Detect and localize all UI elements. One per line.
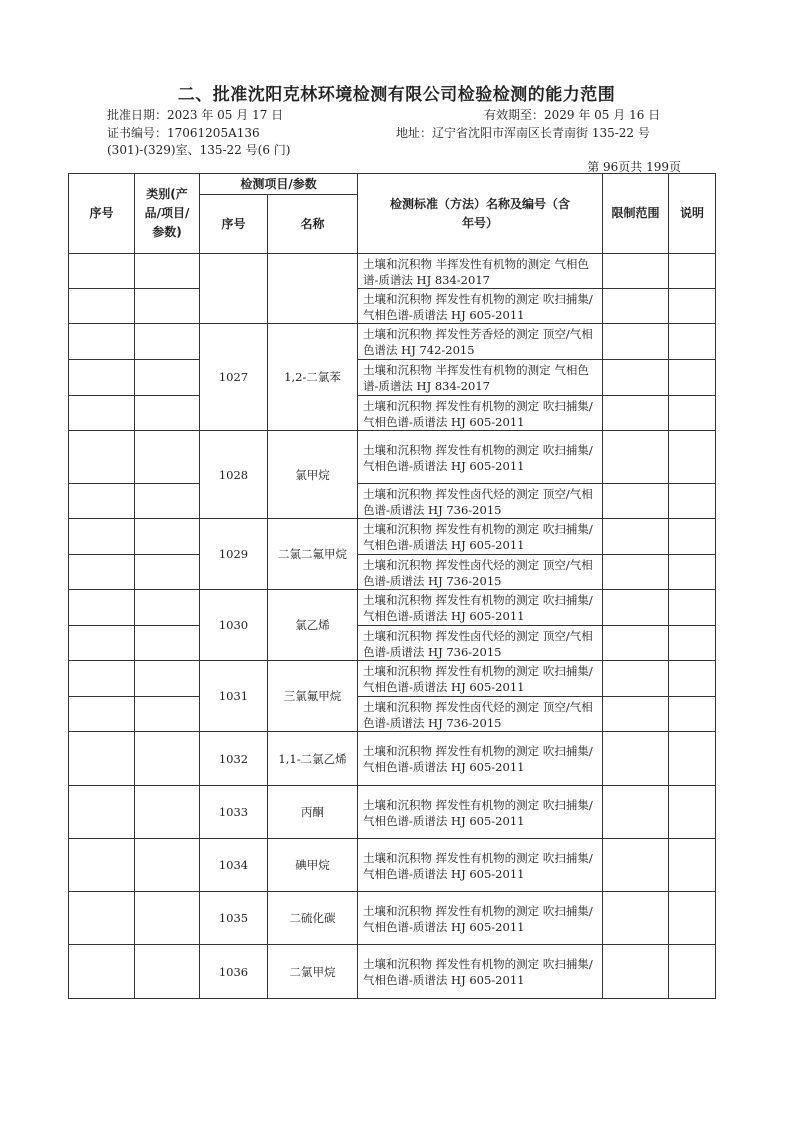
table-row <box>69 431 716 484</box>
standard-text: 土壤和沉积物 挥发性有机物的测定 吹扫捕集/气相色谱-质谱法 HJ 605-2011 <box>358 289 603 324</box>
item-seq: 1033 <box>200 786 268 839</box>
standard-text: 土壤和沉积物 挥发性有机物的测定 吹扫捕集/气相色谱-质谱法 HJ 605-2011 <box>358 590 603 626</box>
standard-text: 土壤和沉积物 挥发性有机物的测定 吹扫捕集/气相色谱-质谱法 HJ 605-2011 <box>358 732 603 786</box>
item-seq: 1035 <box>200 892 268 945</box>
table-row <box>69 697 716 732</box>
table-row <box>69 945 716 999</box>
header-item-seq: 序号 <box>200 195 268 254</box>
item-name: 氯乙烯 <box>268 590 358 661</box>
header-item-name: 名称 <box>268 195 358 254</box>
header-limit: 限制范围 <box>603 174 669 254</box>
item-seq: 1032 <box>200 732 268 786</box>
standard-text: 土壤和沉积物 挥发性卤代烃的测定 顶空/气相色谱-质谱法 HJ 736-2015 <box>358 484 603 519</box>
table-row <box>69 590 716 626</box>
item-name <box>268 254 358 324</box>
standard-text: 土壤和沉积物 挥发性有机物的测定 吹扫捕集/气相色谱-质谱法 HJ 605-2011 <box>358 786 603 839</box>
valid-until: 有效期至：2029 年 05 月 16 日 <box>484 108 661 122</box>
item-seq: 1027 <box>200 324 268 431</box>
table-row <box>69 555 716 590</box>
item-name: 碘甲烷 <box>268 839 358 892</box>
header-standard: 检测标准（方法）名称及编号（含年号） <box>358 174 603 254</box>
standard-text: 土壤和沉积物 半挥发性有机物的测定 气相色谱-质谱法 HJ 834-2017 <box>358 254 603 289</box>
table-row <box>69 324 716 360</box>
item-name: 二氯甲烷 <box>268 945 358 999</box>
header-item-group: 检测项目/参数 <box>200 174 358 195</box>
standard-text: 土壤和沉积物 挥发性有机物的测定 吹扫捕集/气相色谱-质谱法 HJ 605-2011 <box>358 396 603 431</box>
header-note: 说明 <box>669 174 716 254</box>
table-row <box>69 360 716 396</box>
page-number: 第 96页共 199页 <box>587 160 681 174</box>
table-row <box>69 839 716 892</box>
certificate-number: 证书编号：17061205A136 <box>107 126 260 140</box>
table-row <box>69 892 716 945</box>
item-seq: 1030 <box>200 590 268 661</box>
table-row <box>69 519 716 555</box>
item-seq: 1036 <box>200 945 268 999</box>
table-row <box>69 732 716 786</box>
standard-text: 土壤和沉积物 挥发性卤代烃的测定 顶空/气相色谱-质谱法 HJ 736-2015 <box>358 626 603 661</box>
standard-text: 土壤和沉积物 挥发性有机物的测定 吹扫捕集/气相色谱-质谱法 HJ 605-2011 <box>358 431 603 484</box>
item-name: 丙酮 <box>268 786 358 839</box>
table-row <box>69 484 716 519</box>
standard-text: 土壤和沉积物 挥发性有机物的测定 吹扫捕集/气相色谱-质谱法 HJ 605-2011 <box>358 945 603 999</box>
item-name: 二硫化碳 <box>268 892 358 945</box>
standard-text: 土壤和沉积物 挥发性有机物的测定 吹扫捕集/气相色谱-质谱法 HJ 605-2011 <box>358 892 603 945</box>
item-name: 1,1-二氯乙烯 <box>268 732 358 786</box>
capability-table <box>68 173 716 999</box>
standard-text: 土壤和沉积物 挥发性卤代烃的测定 顶空/气相色谱-质谱法 HJ 736-2015 <box>358 555 603 590</box>
table-row <box>69 661 716 697</box>
item-seq: 1034 <box>200 839 268 892</box>
table-row <box>69 254 716 289</box>
standard-text: 土壤和沉积物 挥发性有机物的测定 吹扫捕集/气相色谱-质谱法 HJ 605-2011 <box>358 519 603 555</box>
page-title: 二、批准沈阳克林环境检测有限公司检验检测的能力范围 <box>177 85 616 105</box>
item-seq: 1029 <box>200 519 268 590</box>
standard-text: 土壤和沉积物 半挥发性有机物的测定 气相色谱-质谱法 HJ 834-2017 <box>358 360 603 396</box>
approval-date: 批准日期：2023 年 05 月 17 日 <box>107 108 284 122</box>
table-row <box>69 786 716 839</box>
item-name: 氯甲烷 <box>268 431 358 519</box>
table-row <box>69 289 716 324</box>
standard-text: 土壤和沉积物 挥发性有机物的测定 吹扫捕集/气相色谱-质谱法 HJ 605-2011 <box>358 839 603 892</box>
item-name: 三氯氟甲烷 <box>268 661 358 732</box>
header-category: 类别(产品/项目/参数) <box>135 174 200 254</box>
item-seq <box>200 254 268 324</box>
item-seq: 1028 <box>200 431 268 519</box>
standard-text: 土壤和沉积物 挥发性有机物的测定 吹扫捕集/气相色谱-质谱法 HJ 605-2011 <box>358 661 603 697</box>
standard-text: 土壤和沉积物 挥发性卤代烃的测定 顶空/气相色谱-质谱法 HJ 736-2015 <box>358 697 603 732</box>
address-continued: (301)-(329)室、135-22 号(6 门) <box>107 143 291 157</box>
table-row <box>69 626 716 661</box>
address: 地址：辽宁省沈阳市浑南区长青南街 135-22 号 <box>396 126 650 140</box>
item-seq: 1031 <box>200 661 268 732</box>
item-name: 1,2-二氯苯 <box>268 324 358 431</box>
standard-text: 土壤和沉积物 挥发性芳香烃的测定 顶空/气相色谱法 HJ 742-2015 <box>358 324 603 360</box>
table-row <box>69 396 716 431</box>
header-seq: 序号 <box>69 174 135 254</box>
item-name: 二氯二氟甲烷 <box>268 519 358 590</box>
